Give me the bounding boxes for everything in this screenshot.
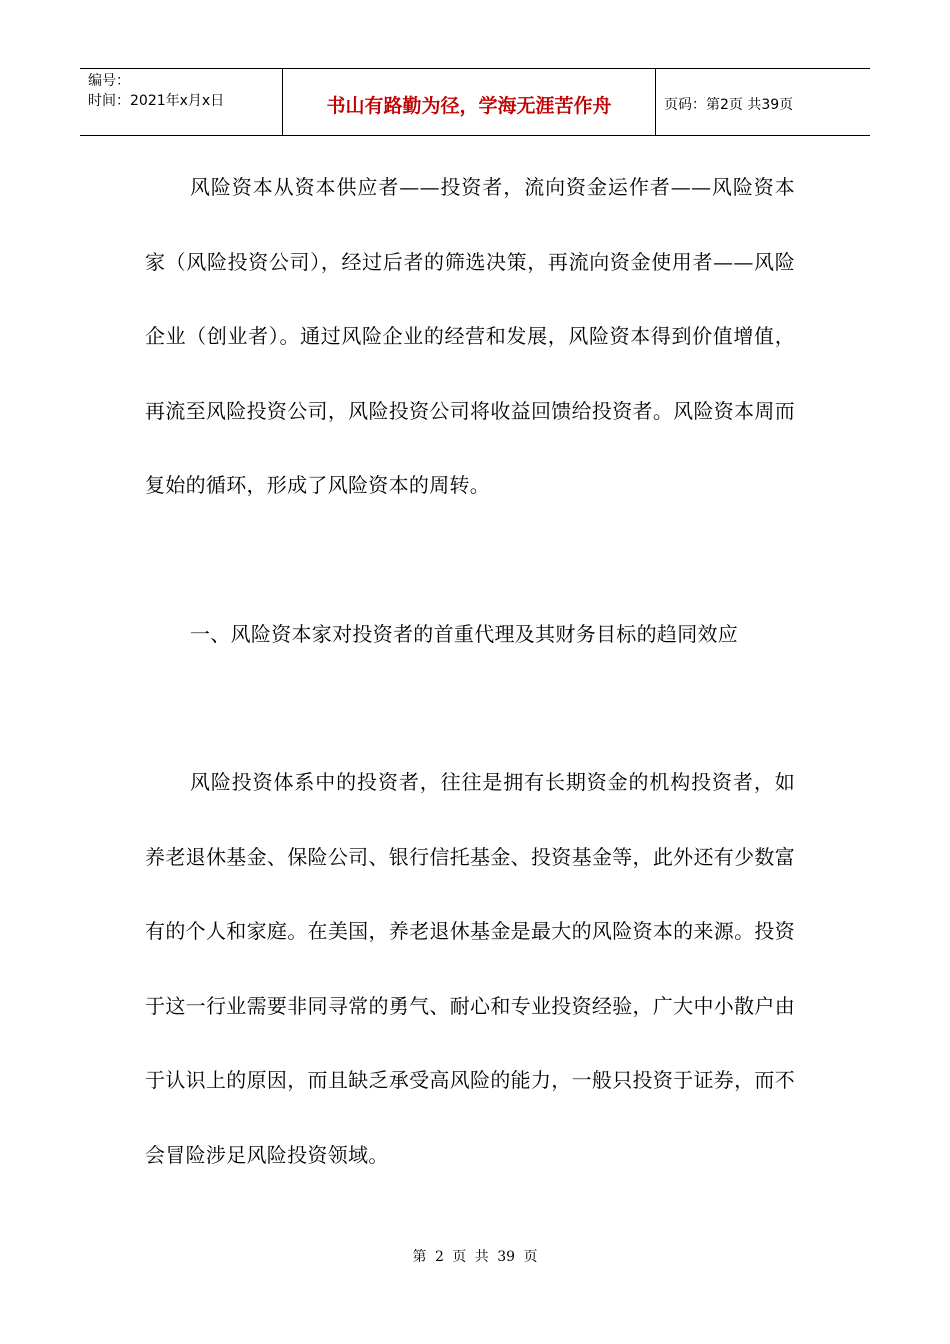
blank-line [145, 523, 795, 597]
header-meta [80, 69, 282, 135]
document-body [145, 150, 795, 1192]
body-paragraph-2: 风险投资体系中的投资者，往往是拥有长期资金的机构投资者，如养老退休基金、保险公司、银行信托基金、投资基金等，此外还有少数富有的个人和家庭。在美国，养老退休基金是最大的风险资本的来源。投资于这一行业需要非同寻常的勇气、耐心和专业投资经验，广大中小散户由于认识上的原因，而且缺乏承受高风险的能力，一般只投资于证券，而不会冒险涉足风险投资领域。 [145, 770, 795, 1167]
header-motto: 书山有路勤为径，学海无涯苦作舟 [282, 69, 656, 135]
document-number-label: 编号： [88, 73, 130, 89]
header-page-info: 页码：第2页 共39页 [664, 97, 794, 113]
page-footer: 第 2 页 共 39 页 [412, 1249, 538, 1265]
section-heading-1: 一、风险资本家对投资者的首重代理及其财务目标的趋同效应 [190, 621, 739, 646]
page-header [80, 68, 870, 136]
body-paragraph-1: 风险资本从资本供应者——投资者，流向资金运作者——风险资本家（风险投资公司），经过后者的筛选决策，再流向资金使用者——风险企业（创业者）。通过风险企业的经营和发展，风险资本得到价值增值，再流至风险投资公司，风险投资公司将收益回馈给投资者。风险资本周而复始的循环，形成了风险资本的周转。 [145, 175, 795, 497]
blank-line [145, 671, 795, 745]
document-time-label: 时间：2021年x月x日 [88, 93, 225, 109]
